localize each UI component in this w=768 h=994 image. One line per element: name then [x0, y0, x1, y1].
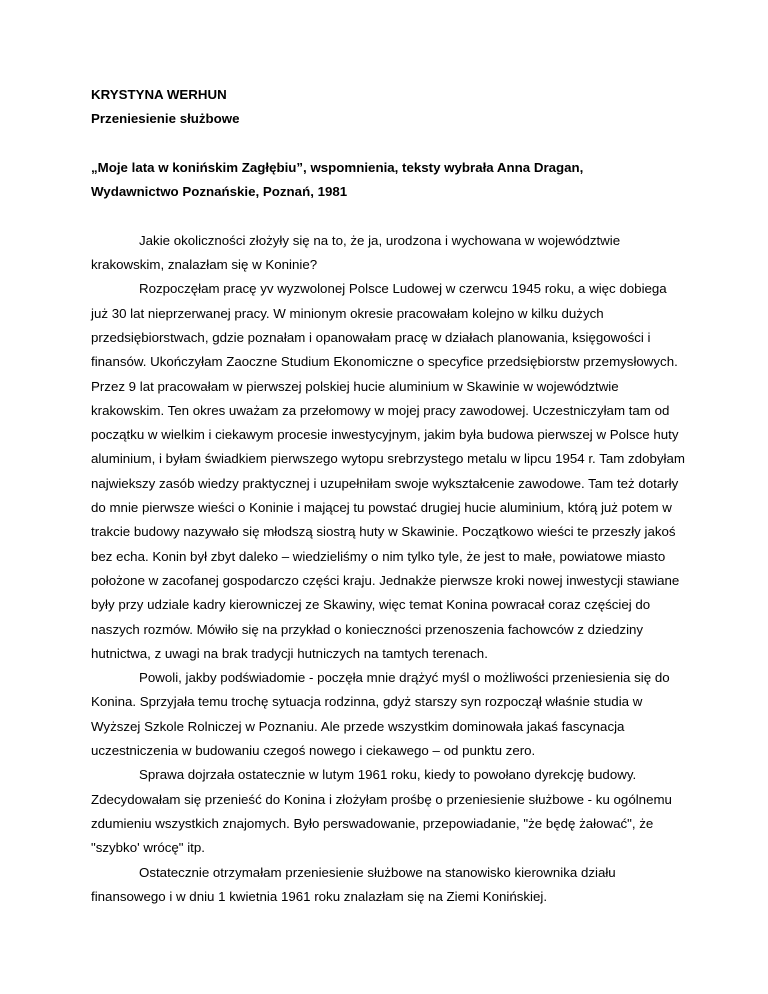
paragraph-4: Sprawa dojrzała ostatecznie w lutym 1961 roku, kiedy to powołano dyrekcję budowy. Zdecydowałam się przenieść do Konina i złożyłam prośbę o przeniesienie służbowe - ku ogólnemu zdumieniu wszystkich znajomych. Było perswadowanie, przepowiadanie, "że będę żałować", że "szybko' wrócę" itp.	[91, 767, 672, 856]
author-name: KRYSTYNA WERHUN	[91, 87, 227, 102]
source-citation-line-2: Wydawnictwo Poznańskie, Poznań, 1981	[91, 184, 348, 200]
paragraph-5: Ostatecznie otrzymałam przeniesienie służbowe na stanowisko kierownika działu finansowego i w dniu 1 kwietnia 1961 roku znalazłam się na Ziemi Konińskiej.	[91, 864, 616, 904]
body-text	[91, 229, 685, 909]
document-title: Przeniesienie służbowe	[91, 111, 240, 127]
spacer	[91, 204, 685, 228]
source-citation-line-1: „Moje lata w konińskim Zagłębiu”, wspomnienia, teksty wybrała Anna Dragan,	[91, 159, 584, 175]
paragraph-2: Rozpoczęłam pracę yv wyzwolonej Polsce Ludowej w czerwcu 1945 roku, a więc dobiega już 30 lat nieprzerwanej pracy. W minionym okresie pracowałam kolejno w kilku dużych przedsiębiorstwach, gdzie poznałam i opanowałam pracę w działach planowania, księgowości i finansów. Ukończyłam Zaoczne Studium Ekonomiczne o specyfice przedsiębiorstw przemysłowych. Przez 9 lat pracowałam w pierwszej polskiej hucie aluminium w Skawinie w województwie krakowskim. Ten okres uważam za przełomowy w mojej pracy zawodowej. Uczestniczyłam tam od początku w wielkim i ciekawym procesie inwestycyjnym, jakim była budowa pierwszej w Polsce huty aluminium, i byłam świadkiem pierwszego wytopu srebrzystego metalu w lipcu 1954 r. Tam zdobyłam najwiekszy zasób wiedzy praktycznej i uzupełniłam swoje wykształcenie zawodowe. Tam też dotarły do mnie pierwsze wieści o Koninie i mającej tu powstać drugiej hucie aluminium, którą już potem w trakcie budowy nazywało się młodszą siostrą huty w Skawinie. Początkowo wieści te przeszły jakoś bez echa. Konin był zbyt daleko – wiedzieliśmy o nim tylko tyle, że jest to małe, powiatowe miasto położone w zacofanej gospodarczo części kraju. Jednakże pierwsze kroki nowej inwestycji stawiane były przy udziale kadry kierowniczej ze Skawiny, więc temat Konina powracał coraz częściej do naszych rozmów. Mówiło się na przykład o konieczności przenoszenia fachowców z dziedziny hutnictwa, z uwagi na brak tradycji hutniczych na tamtych terenach.	[91, 281, 685, 661]
document-page	[91, 83, 685, 909]
paragraph-1: Jakie okoliczności złożyły się na to, że ja, urodzona i wychowana w województwie krakowskim, znalazłam się w Koninie?	[91, 232, 621, 273]
spacer	[91, 132, 685, 156]
paragraph-3: Powoli, jakby podświadomie - poczęła mnie drążyć myśl o możliwości przeniesienia się do Konina. Sprzyjała temu trochę sytuacja rodzinna, gdyż starszy syn rozpoczął właśnie studia w Wyższej Szkole Rolniczej w Poznaniu. Ale przede wszystkim dominowała jakaś fascynacja uczestniczenia w budowaniu czegoś nowego i ciekawego – od punktu zero.	[91, 670, 670, 759]
